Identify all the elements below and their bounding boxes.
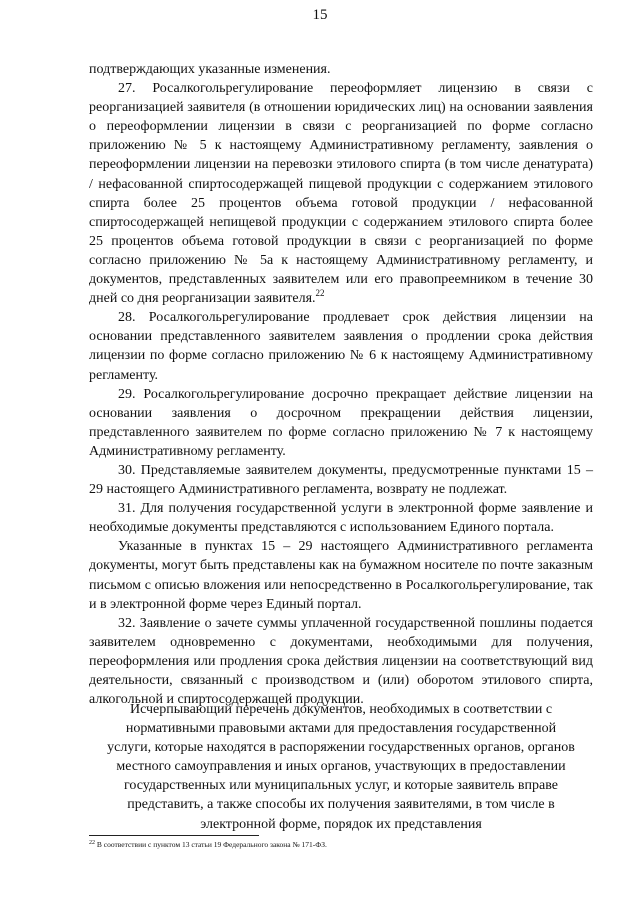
paragraph-29: 29. Росалкогольрегулирование досрочно прекращает действие лицензии на основании заявления о досрочном прекращении действия лицензии, представленного заявителем по форме согласно приложению № 7 к настоящему Административному регламенту. bbox=[89, 386, 593, 459]
paragraph-31-continuation: Указанные в пунктах 15 – 29 настоящего Административного регламента документы, могут быть представлены как на бумажном носителе по почте заказным письмом с описью вложения или непосредственно в Росалкогольрегулирование, так и в электронной форме через Единый портал. bbox=[89, 539, 593, 612]
paragraph-28: 28. Росалкогольрегулирование продлевает срок действия лицензии на основании представленного заявителем заявления о продлении срока действия лицензии по форме согласно приложению № 6 к настоящему Административному регламенту. bbox=[89, 310, 593, 383]
section-heading: Исчерпывающий перечень документов, необходимых в соответствии с нормативными правовыми актами для предоставления государственной услуги, которые находятся в распоряжении государственных органов, органов местного самоуправления и иных органов, участвующих в предоставлении государственных или муниципальных услуг, и которые заявитель вправе представить, а также способы их получения заявителями, в том числе в электронной форме, порядок их представления bbox=[107, 702, 575, 832]
paragraph-continuation: подтверждающих указанные изменения. bbox=[89, 62, 331, 77]
paragraph-31: 31. Для получения государственной услуги в электронной форме заявление и необходимые документы представляются с использованием Единого портала. bbox=[89, 501, 593, 536]
document-body bbox=[89, 60, 593, 709]
paragraph-27-text: 27. Росалкогольрегулирование переоформляет лицензию в связи с реорганизацией заявителя (в отношении юридических лиц) на основании заявления о переоформлении лицензии в связи с реорганизацией по форме согласно приложению № 5 к настоящему Административному регламенту, заявления о переоформлении лицензии на перевозки этилового спирта (в том числе денатурата) / нефасованной спиртосодержащей пищевой продукции с содержанием этилового спирта более 25 процентов объема готовой продукции / нефасованной спиртосодержащей непищевой продукции с содержанием этилового спирта более 25 процентов объема готовой продукции в связи с реорганизацией по форме согласно приложению № 5а к настоящему Административному регламенту, и документов, представленных заявителем или его правопреемником в течение 30 дней со дня реорганизации заявителя. bbox=[89, 81, 593, 307]
footnote-text: В соответствии с пунктом 13 статьи 19 Федерального закона № 171-ФЗ. bbox=[96, 840, 327, 849]
paragraph-30: 30. Представляемые заявителем документы, предусмотренные пунктами 15 – 29 настоящего Административного регламента, возврату не подлежат. bbox=[89, 462, 593, 498]
paragraph-27 bbox=[89, 79, 593, 308]
footnote bbox=[89, 840, 593, 851]
paragraph-32: 32. Заявление о зачете суммы уплаченной государственной пошлины подается заявителем одновременно с документами, необходимыми для получения, переоформления или продления срока действия лицензии на соответствующий вид деятельности, связанный с производством и (или) оборотом этилового спирта, алкогольной и спиртосодержащей продукции. bbox=[89, 615, 593, 708]
footnote-divider bbox=[89, 835, 259, 836]
page-number: 15 bbox=[312, 7, 328, 23]
footnote-mark: 22 bbox=[89, 840, 95, 846]
footnote-reference-22: 22 bbox=[315, 288, 325, 299]
